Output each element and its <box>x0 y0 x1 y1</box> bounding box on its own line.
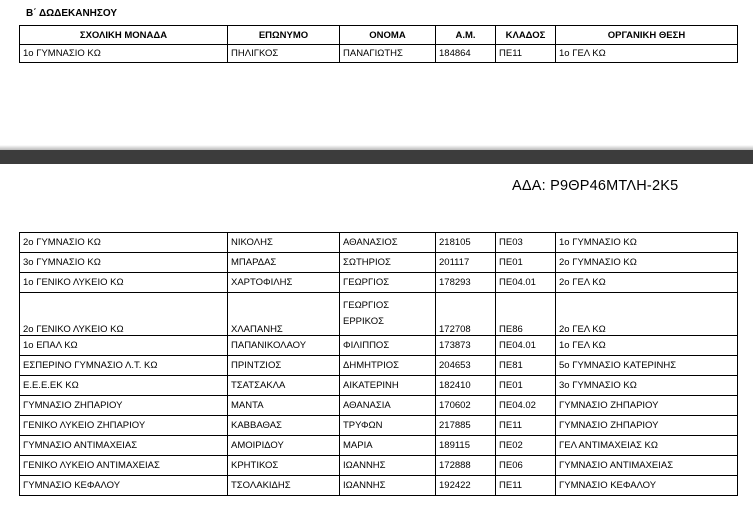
cell-specialty: ΠΕ03 <box>496 233 556 253</box>
cell-registry-number: 189115 <box>436 436 496 456</box>
cell-surname: ΚΡΗΤΙΚΟΣ <box>228 456 340 476</box>
cell-first-name: ΔΗΜΗΤΡΙΟΣ <box>340 356 436 376</box>
cell-organic-position: ΓΥΜΝΑΣΙΟ ΖΗΠΑΡΙΟΥ <box>556 396 738 416</box>
header-surname: ΕΠΩΝΥΜΟ <box>228 26 340 45</box>
cell-first-name: ΦΙΛΙΠΠΟΣ <box>340 336 436 356</box>
page-break-bar <box>0 150 753 164</box>
section-title: Β΄ ΔΩΔΕΚΑΝΗΣΟΥ <box>26 8 118 19</box>
cell-registry-number: 217885 <box>436 416 496 436</box>
cell-first-name: ΑΘΑΝΑΣΙΑ <box>340 396 436 416</box>
cell-first-name <box>340 293 436 336</box>
cell-specialty: ΠΕ01 <box>496 376 556 396</box>
cell-registry-number: 172708 <box>436 293 496 336</box>
cell-first-name: ΑΙΚΑΤΕΡΙΝΗ <box>340 376 436 396</box>
cell-school-unit: ΓΕΝΙΚΟ ΛΥΚΕΙΟ ΑΝΤΙΜΑΧΕΙΑΣ <box>20 456 228 476</box>
cell-surname: ΧΛΑΠΑΝΗΣ <box>228 293 340 336</box>
transfers-table-page2 <box>19 232 738 496</box>
cell-organic-position: ΓΕΛ ΑΝΤΙΜΑΧΕΙΑΣ ΚΩ <box>556 436 738 456</box>
table-row <box>20 456 738 476</box>
cell-surname: ΤΣΑΤΣΑΚΛΑ <box>228 376 340 396</box>
cell-school-unit: Ε.Ε.Ε.ΕΚ ΚΩ <box>20 376 228 396</box>
cell-first-name: ΑΘΑΝΑΣΙΟΣ <box>340 233 436 253</box>
cell-surname: ΧΑΡΤΟΦΙΛΗΣ <box>228 273 340 293</box>
cell-surname: ΠΗΛΙΓΚΟΣ <box>228 45 340 63</box>
cell-school-unit: ΓΥΜΝΑΣΙΟ ΚΕΦΑΛΟΥ <box>20 476 228 496</box>
ada-code: ΑΔΑ: Ρ9ΘΡ46ΜΤΛΗ-2Κ5 <box>512 178 679 194</box>
cell-surname: ΑΜΟΙΡΙΔΟΥ <box>228 436 340 456</box>
first-name-line-1: ΓΕΩΡΓΙΟΣ <box>343 300 390 311</box>
cell-organic-position: 2ο ΓΕΛ ΚΩ <box>556 293 738 336</box>
cell-surname: ΠΡΙΝΤΖΙΟΣ <box>228 356 340 376</box>
cell-organic-position: ΓΥΜΝΑΣΙΟ ΖΗΠΑΡΙΟΥ <box>556 416 738 436</box>
cell-organic-position: 3ο ΓΥΜΝΑΣΙΟ ΚΩ <box>556 376 738 396</box>
cell-school-unit: 1ο ΓΥΜΝΑΣΙΟ ΚΩ <box>20 45 228 63</box>
cell-specialty: ΠΕ11 <box>496 416 556 436</box>
table-row <box>20 233 738 253</box>
cell-registry-number: 204653 <box>436 356 496 376</box>
cell-organic-position: 5ο ΓΥΜΝΑΣΙΟ ΚΑΤΕΡΙΝΗΣ <box>556 356 738 376</box>
cell-school-unit: 2ο ΓΥΜΝΑΣΙΟ ΚΩ <box>20 233 228 253</box>
table-row <box>20 476 738 496</box>
cell-school-unit: 1ο ΕΠΑΛ ΚΩ <box>20 336 228 356</box>
header-registry-number: Α.Μ. <box>436 26 496 45</box>
cell-registry-number: 201117 <box>436 253 496 273</box>
cell-first-name: ΓΕΩΡΓΙΟΣ <box>340 273 436 293</box>
cell-registry-number: 192422 <box>436 476 496 496</box>
cell-school-unit: 3ο ΓΥΜΝΑΣΙΟ ΚΩ <box>20 253 228 273</box>
cell-first-name: ΙΩΑΝΝΗΣ <box>340 476 436 496</box>
table-row <box>20 416 738 436</box>
header-specialty: ΚΛΑΔΟΣ <box>496 26 556 45</box>
cell-school-unit: ΓΥΜΝΑΣΙΟ ΖΗΠΑΡΙΟΥ <box>20 396 228 416</box>
cell-specialty: ΠΕ06 <box>496 456 556 476</box>
table-row <box>20 253 738 273</box>
cell-specialty: ΠΕ11 <box>496 45 556 63</box>
cell-first-name: ΤΡΥΦΩΝ <box>340 416 436 436</box>
cell-surname: ΤΣΟΛΑΚΙΔΗΣ <box>228 476 340 496</box>
cell-surname: ΜΠΑΡΔΑΣ <box>228 253 340 273</box>
cell-registry-number: 170602 <box>436 396 496 416</box>
table-row <box>20 376 738 396</box>
header-school-unit: ΣΧΟΛΙΚΗ ΜΟΝΑΔΑ <box>20 26 228 45</box>
cell-organic-position: ΓΥΜΝΑΣΙΟ ΚΕΦΑΛΟΥ <box>556 476 738 496</box>
table-row <box>20 273 738 293</box>
header-first-name: ΟΝΟΜΑ <box>340 26 436 45</box>
cell-surname: ΠΑΠΑΝΙΚΟΛΑΟΥ <box>228 336 340 356</box>
table-row <box>20 293 738 336</box>
cell-school-unit: 1ο ΓΕΝΙΚΟ ΛΥΚΕΙΟ ΚΩ <box>20 273 228 293</box>
cell-specialty: ΠΕ04.01 <box>496 336 556 356</box>
cell-school-unit: ΕΣΠΕΡΙΝΟ ΓΥΜΝΑΣΙΟ Λ.Τ. ΚΩ <box>20 356 228 376</box>
cell-first-name: ΜΑΡΙΑ <box>340 436 436 456</box>
cell-school-unit: ΓΥΜΝΑΣΙΟ ΑΝΤΙΜΑΧΕΙΑΣ <box>20 436 228 456</box>
table-row <box>20 396 738 416</box>
cell-specialty: ΠΕ11 <box>496 476 556 496</box>
header-organic-position: ΟΡΓΑΝΙΚΗ ΘΕΣΗ <box>556 26 738 45</box>
table-row <box>20 436 738 456</box>
cell-organic-position: 1ο ΓΕΛ ΚΩ <box>556 45 738 63</box>
cell-organic-position: 2ο ΓΥΜΝΑΣΙΟ ΚΩ <box>556 253 738 273</box>
cell-first-name: ΣΩΤΗΡΙΟΣ <box>340 253 436 273</box>
cell-surname: ΚΑΒΒΑΘΑΣ <box>228 416 340 436</box>
table-row <box>20 45 738 63</box>
cell-organic-position: 1ο ΓΕΛ ΚΩ <box>556 336 738 356</box>
cell-specialty: ΠΕ01 <box>496 253 556 273</box>
first-name-line-2: ΕΡΡΙΚΟΣ <box>343 316 384 327</box>
table-header-row <box>20 26 738 45</box>
cell-first-name: ΙΩΑΝΝΗΣ <box>340 456 436 476</box>
cell-registry-number: 173873 <box>436 336 496 356</box>
cell-specialty: ΠΕ86 <box>496 293 556 336</box>
cell-surname: ΜΑΝΤΑ <box>228 396 340 416</box>
cell-school-unit: ΓΕΝΙΚΟ ΛΥΚΕΙΟ ΖΗΠΑΡΙΟΥ <box>20 416 228 436</box>
cell-registry-number: 172888 <box>436 456 496 476</box>
cell-school-unit: 2ο ΓΕΝΙΚΟ ΛΥΚΕΙΟ ΚΩ <box>20 293 228 336</box>
table-row <box>20 356 738 376</box>
cell-specialty: ΠΕ81 <box>496 356 556 376</box>
cell-organic-position: 1ο ΓΥΜΝΑΣΙΟ ΚΩ <box>556 233 738 253</box>
cell-specialty: ΠΕ04.01 <box>496 273 556 293</box>
transfers-table-page1 <box>19 25 738 63</box>
cell-organic-position: ΓΥΜΝΑΣΙΟ ΑΝΤΙΜΑΧΕΙΑΣ <box>556 456 738 476</box>
cell-specialty: ΠΕ02 <box>496 436 556 456</box>
cell-surname: ΝΙΚΟΛΗΣ <box>228 233 340 253</box>
cell-first-name: ΠΑΝΑΓΙΩΤΗΣ <box>340 45 436 63</box>
cell-registry-number: 218105 <box>436 233 496 253</box>
cell-registry-number: 184864 <box>436 45 496 63</box>
cell-organic-position: 2ο ΓΕΛ ΚΩ <box>556 273 738 293</box>
cell-specialty: ΠΕ04.02 <box>496 396 556 416</box>
cell-registry-number: 182410 <box>436 376 496 396</box>
cell-registry-number: 178293 <box>436 273 496 293</box>
table-body <box>20 233 738 496</box>
table-row <box>20 336 738 356</box>
